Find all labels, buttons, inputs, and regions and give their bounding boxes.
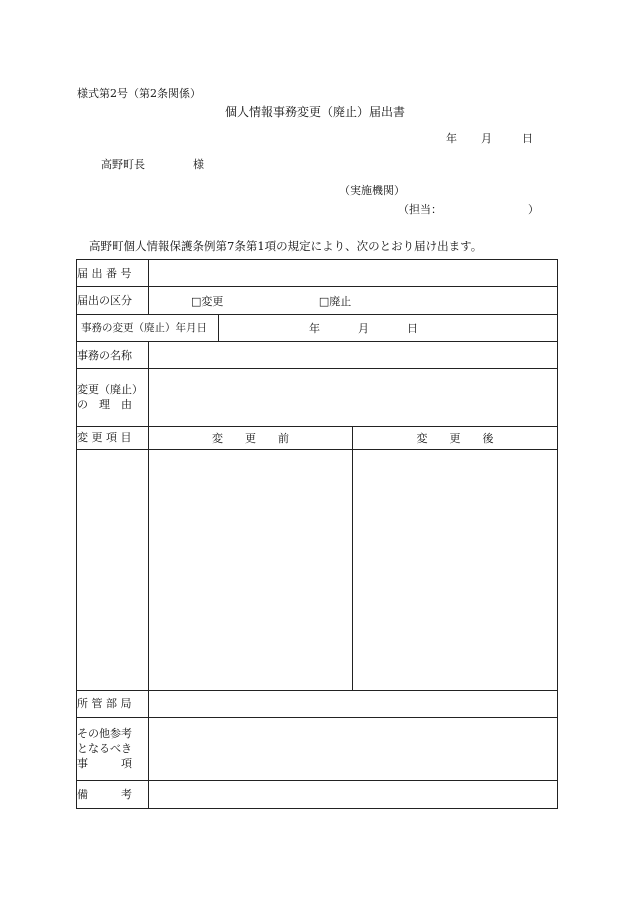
date-month: 月 xyxy=(481,132,492,145)
notification-number-field[interactable] xyxy=(149,260,558,287)
row-change-date xyxy=(77,315,558,342)
change-items-label: 変 更 項 目 xyxy=(77,426,149,449)
other-notes-label xyxy=(77,717,149,780)
change-date-label: 事務の変更（廃止）年月日 xyxy=(77,315,219,342)
date-year: 年 xyxy=(446,132,457,145)
category-label: 届出の区分 xyxy=(77,287,149,315)
other-notes-label-line-2: となるべき xyxy=(77,742,132,756)
row-notification-number xyxy=(77,260,558,287)
other-notes-label-line-1: その他参考 xyxy=(77,727,132,741)
row-items-header xyxy=(77,426,558,449)
after-field[interactable] xyxy=(353,449,558,690)
row-items-body xyxy=(77,449,558,690)
submission-date xyxy=(446,130,533,146)
affair-name-label: 事務の名称 xyxy=(77,342,149,369)
remarks-field[interactable] xyxy=(149,780,558,808)
category-field xyxy=(149,287,558,315)
column-before-header: 変 更 前 xyxy=(149,426,353,449)
checkbox-abolish[interactable]: □廃止 xyxy=(318,294,352,308)
reason-field[interactable] xyxy=(149,369,558,426)
notification-number-label: 届 出 番 号 xyxy=(77,260,149,287)
row-reason xyxy=(77,369,558,426)
row-other-notes xyxy=(77,717,558,780)
row-remarks xyxy=(77,780,558,808)
change-date-month: 月 xyxy=(358,322,369,336)
row-affair-name xyxy=(77,342,558,369)
contact-person xyxy=(398,201,539,217)
change-date-year: 年 xyxy=(309,322,320,336)
change-items-field[interactable] xyxy=(77,449,149,690)
addressee-honorific: 様 xyxy=(193,158,204,171)
before-field[interactable] xyxy=(149,449,353,690)
other-notes-label-line-3: 事 項 xyxy=(77,757,132,771)
reason-label-line-1: 変更（廃止） xyxy=(77,383,143,397)
addressee xyxy=(101,156,204,172)
other-notes-field[interactable] xyxy=(149,717,558,780)
notification-form-table xyxy=(76,259,558,809)
date-day: 日 xyxy=(522,132,533,145)
reason-label-line-2: の 理 由 xyxy=(77,398,132,412)
column-after-header: 変 更 後 xyxy=(353,426,558,449)
row-department xyxy=(77,690,558,717)
remarks-label: 備 考 xyxy=(77,780,149,808)
addressee-name: 高野町長 xyxy=(101,158,145,171)
contact-close: ） xyxy=(528,203,539,216)
change-date-field[interactable] xyxy=(219,315,558,342)
lead-text: 高野町個人情報保護条例第7条第1項の規定により、次のとおり届け出ます。 xyxy=(89,239,483,253)
row-category xyxy=(77,287,558,315)
change-date-day: 日 xyxy=(407,322,418,336)
department-field[interactable] xyxy=(149,690,558,717)
form-number: 様式第2号（第2条関係） xyxy=(77,87,201,100)
contact-label: （担当： xyxy=(398,203,442,216)
implementing-agency: （実施機関） xyxy=(339,184,405,197)
affair-name-field[interactable] xyxy=(149,342,558,369)
checkbox-change[interactable]: □変更 xyxy=(191,294,224,308)
department-label: 所 管 部 局 xyxy=(77,690,149,717)
document-title: 個人情報事務変更（廃止）届出書 xyxy=(224,105,405,119)
reason-label xyxy=(77,369,149,426)
